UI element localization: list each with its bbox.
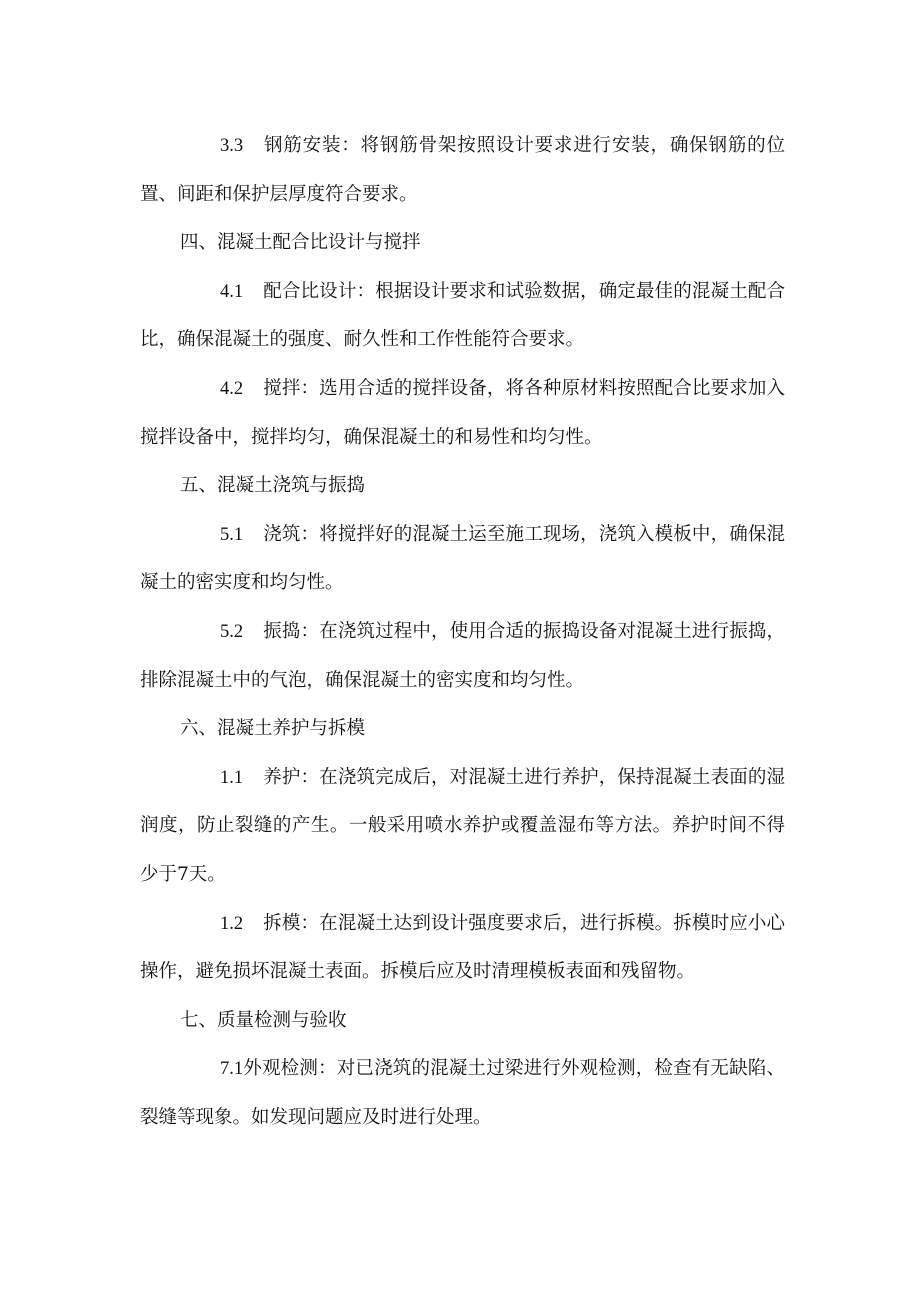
section-number: 5.2 [220, 621, 244, 642]
paragraph-7-1 [140, 1045, 785, 1142]
paragraph-text: 振捣：在浇筑过程中，使用合适的振捣设备对混凝土进行振捣，排除混凝土中的气泡，确保混凝土的密实度和均匀性。 [140, 620, 785, 691]
section-heading-4 [140, 219, 785, 268]
paragraph-text: 拆模：在混凝土达到设计强度要求后，进行拆模。拆模时应小心操作，避免损坏混凝土表面。拆模后应及时清理模板表面和残留物。 [140, 912, 785, 983]
paragraph-5-2 [140, 608, 785, 705]
paragraph-text: 浇筑：将搅拌好的混凝土运至施工现场，浇筑入模板中，确保混凝土的密实度和均匀性。 [140, 523, 785, 594]
section-number: 3.3 [220, 136, 244, 156]
paragraph-4-2 [140, 365, 785, 462]
paragraph-1-1 [140, 754, 785, 900]
section-number: 5.1 [220, 524, 244, 545]
section-heading-7 [140, 997, 785, 1046]
heading-text: 七、质量检测与验收 [180, 1009, 347, 1031]
heading-text: 六、混凝土养护与拆模 [180, 718, 366, 740]
paragraph-5-1 [140, 511, 785, 608]
section-number: 1.2 [220, 913, 244, 934]
section-heading-5 [140, 462, 785, 511]
paragraph-text: 配合比设计：根据设计要求和试验数据，确定最佳的混凝土配合比，确保混凝土的强度、耐久性和工作性能符合要求。 [140, 280, 785, 351]
heading-text: 五、混凝土浇筑与振捣 [180, 475, 366, 497]
section-number: 4.1 [220, 281, 244, 302]
section-heading-6 [140, 705, 785, 754]
paragraph-4-1 [140, 268, 785, 365]
paragraph-3-3 [140, 122, 785, 219]
paragraph-1-2 [140, 900, 785, 997]
section-number: 4.2 [220, 378, 244, 399]
paragraph-text: 外观检测：对已浇筑的混凝土过梁进行外观检测，检查有无缺陷、裂缝等现象。如发现问题应及时进行处理。 [140, 1058, 785, 1128]
heading-text: 四、混凝土配合比设计与搅拌 [180, 232, 421, 254]
paragraph-text: 搅拌：选用合适的搅拌设备，将各种原材料按照配合比要求加入搅拌设备中，搅拌均匀，确保混凝土的和易性和均匀性。 [140, 377, 785, 448]
paragraph-text: 养护：在浇筑完成后，对混凝土进行养护，保持混凝土表面的湿润度，防止裂缝的产生。一般采用喷水养护或覆盖湿布等方法。养护时间不得少于7天。 [140, 766, 785, 885]
paragraph-text: 钢筋安装：将钢筋骨架按照设计要求进行安装，确保钢筋的位置、间距和保护层厚度符合要求。 [140, 135, 785, 205]
document-body [140, 122, 785, 1142]
section-number: 1.1 [220, 767, 244, 788]
section-number: 7.1 [220, 1059, 244, 1080]
